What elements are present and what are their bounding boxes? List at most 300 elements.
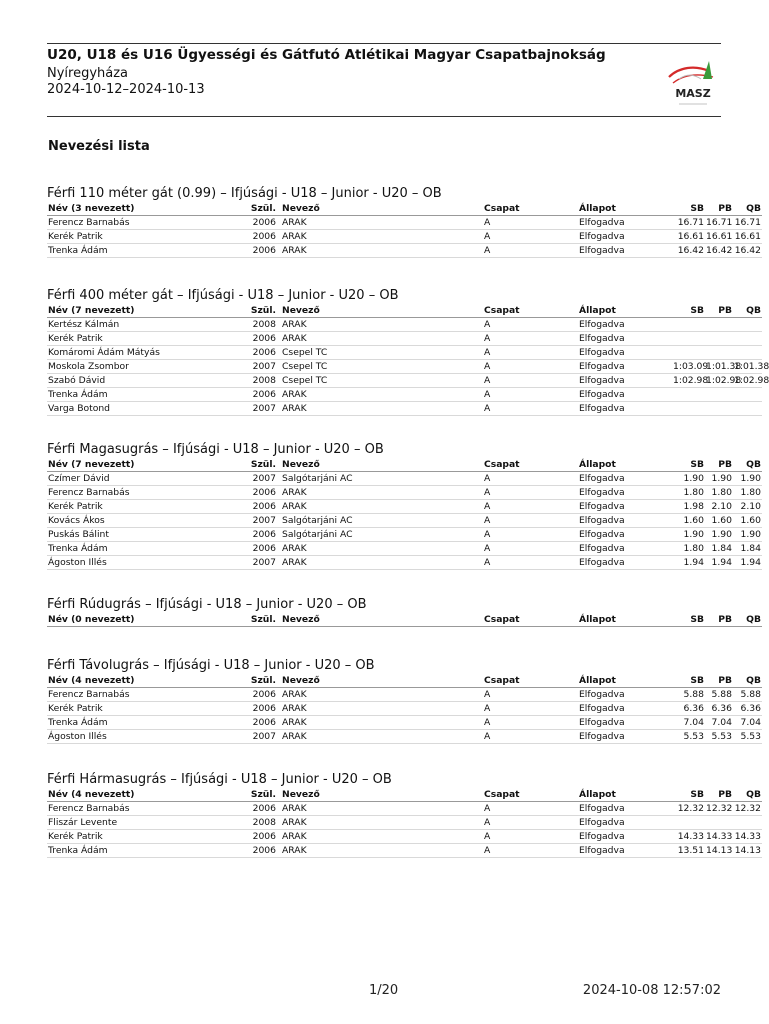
cell-nevezo: Csepel TC (281, 374, 483, 388)
cell-pb: 16.71 (706, 217, 733, 228)
column-header-name: Név (0 nevezett) (47, 614, 247, 627)
table-row (47, 346, 762, 360)
column-header-name: Név (7 nevezett) (47, 305, 247, 318)
cell-name: Ferencz Barnabás (47, 216, 247, 230)
cell-allapot: Elfogadva (578, 688, 672, 702)
cell-sb (672, 346, 705, 360)
cell-sb: 1.80 (672, 486, 705, 500)
cell-allapot: Elfogadva (578, 374, 672, 388)
cell-pb (705, 346, 733, 360)
column-header-qb: QB (733, 789, 762, 802)
cell-name: Puskás Bálint (47, 528, 247, 542)
table-row (47, 844, 762, 858)
table-row (47, 688, 762, 702)
entries-table (47, 675, 762, 744)
cell-allapot: Elfogadva (578, 716, 672, 730)
cell-nevezo: ARAK (281, 216, 483, 230)
document-header (47, 43, 721, 117)
cell-csapat: A (483, 244, 578, 258)
cell-sb (672, 332, 705, 346)
column-header-nevezo: Nevező (281, 789, 483, 802)
column-header-csapat: Csapat (483, 789, 578, 802)
cell-qb: 16.71 (734, 217, 761, 228)
cell-csapat: A (483, 528, 578, 542)
cell-szul: 2006 (247, 346, 281, 360)
column-header-csapat: Csapat (483, 459, 578, 472)
cell-csapat: A (483, 346, 578, 360)
cell-allapot: Elfogadva (578, 730, 672, 744)
cell-pb: 1.80 (705, 486, 733, 500)
column-header-pb: PB (705, 789, 733, 802)
cell-nevezo: ARAK (281, 702, 483, 716)
cell-name: Kerék Patrik (47, 332, 247, 346)
cell-sb: 1.98 (672, 500, 705, 514)
event-city: Nyíregyháza (47, 66, 129, 81)
entries-table (47, 203, 762, 258)
cell-nevezo: Csepel TC (281, 360, 483, 374)
cell-pb: 7.04 (705, 716, 733, 730)
column-header-pb: PB (705, 203, 733, 216)
cell-szul: 2007 (247, 472, 281, 486)
column-header-sb: SB (672, 459, 705, 472)
cell-nevezo: Salgótarjáni AC (281, 528, 483, 542)
column-header-csapat: Csapat (483, 675, 578, 688)
cell-allapot: Elfogadva (578, 514, 672, 528)
table-header-row (47, 203, 762, 216)
table-row (47, 318, 762, 332)
table-row (47, 244, 762, 258)
cell-szul: 2006 (247, 830, 281, 844)
cell-csapat: A (483, 542, 578, 556)
cell-szul: 2008 (247, 816, 281, 830)
cell-csapat: A (483, 514, 578, 528)
cell-sb: 12.32 (672, 802, 705, 816)
cell-szul: 2006 (247, 844, 281, 858)
cell-szul: 2007 (247, 730, 281, 744)
cell-qb: 7.04 (733, 716, 762, 730)
event-title-heading: Férfi Hármasugrás – Ifjúsági - U18 – Junior - U20 – OB (47, 772, 392, 787)
cell-pb: 1.90 (705, 472, 733, 486)
column-header-allapot: Állapot (578, 789, 672, 802)
cell-pb: 16.61 (706, 231, 733, 242)
column-header-szul: Szül. (247, 789, 281, 802)
column-header-szul: Szül. (247, 459, 281, 472)
cell-allapot: Elfogadva (578, 528, 672, 542)
column-header-sb: SB (672, 203, 705, 216)
page-number: 1/20 (369, 983, 399, 998)
column-header-sb: SB (672, 789, 705, 802)
cell-qb: 5.53 (733, 730, 762, 744)
cell-szul: 2007 (247, 360, 281, 374)
cell-sb: 1.60 (672, 514, 705, 528)
cell-szul: 2007 (247, 556, 281, 570)
cell-nevezo: Csepel TC (281, 346, 483, 360)
cell-sb: 16.61 (672, 230, 705, 244)
cell-csapat: A (483, 472, 578, 486)
cell-pb: 1.90 (705, 528, 733, 542)
cell-csapat: A (483, 402, 578, 416)
print-timestamp: 2024-10-08 12:57:02 (582, 983, 721, 998)
cell-csapat: A (483, 374, 578, 388)
cell-qb: 12.32 (734, 803, 761, 814)
cell-sb: 5.53 (672, 730, 705, 744)
cell-qb: 1.84 (733, 542, 762, 556)
cell-csapat: A (483, 702, 578, 716)
cell-pb: 12.32 (706, 803, 733, 814)
cell-szul: 2006 (247, 230, 281, 244)
column-header-qb: QB (733, 614, 762, 627)
cell-sb: 16.71 (672, 216, 705, 230)
table-row (47, 402, 762, 416)
cell-csapat: A (483, 802, 578, 816)
cell-csapat: A (483, 500, 578, 514)
cell-pb: 5.53 (705, 730, 733, 744)
event-title-heading: Férfi Magasugrás – Ifjúsági - U18 – Junior - U20 – OB (47, 442, 384, 457)
cell-nevezo: ARAK (281, 802, 483, 816)
table-row (47, 500, 762, 514)
cell-sb (672, 388, 705, 402)
cell-allapot: Elfogadva (578, 702, 672, 716)
cell-qb: 1.94 (733, 556, 762, 570)
cell-allapot: Elfogadva (578, 388, 672, 402)
cell-qb: 16.42 (734, 245, 761, 256)
table-row (47, 802, 762, 816)
cell-nevezo: Salgótarjáni AC (281, 472, 483, 486)
cell-nevezo: ARAK (281, 730, 483, 744)
cell-nevezo: ARAK (281, 542, 483, 556)
cell-allapot: Elfogadva (578, 244, 672, 258)
cell-csapat: A (483, 216, 578, 230)
cell-pb: 16.42 (706, 245, 733, 256)
cell-qb: 14.33 (734, 831, 761, 842)
cell-qb: 5.88 (733, 688, 762, 702)
masz-logo (665, 53, 721, 113)
column-header-allapot: Állapot (578, 305, 672, 318)
cell-sb (672, 816, 705, 830)
cell-szul: 2006 (247, 716, 281, 730)
cell-name: Ferencz Barnabás (47, 486, 247, 500)
cell-name: Czímer Dávid (47, 472, 247, 486)
cell-pb (705, 388, 733, 402)
cell-sb: 7.04 (672, 716, 705, 730)
cell-allapot: Elfogadva (578, 556, 672, 570)
table-row (47, 360, 762, 374)
column-header-szul: Szül. (247, 203, 281, 216)
column-header-qb: QB (733, 459, 762, 472)
table-row (47, 816, 762, 830)
cell-csapat: A (483, 716, 578, 730)
column-header-allapot: Állapot (578, 459, 672, 472)
cell-qb: 16.61 (734, 231, 761, 242)
cell-pb: 1:02.98 (706, 375, 742, 386)
cell-name: Trenka Ádám (47, 542, 247, 556)
cell-csapat: A (483, 486, 578, 500)
cell-szul: 2007 (247, 402, 281, 416)
cell-allapot: Elfogadva (578, 230, 672, 244)
cell-nevezo: ARAK (281, 830, 483, 844)
column-header-nevezo: Nevező (281, 675, 483, 688)
cell-csapat: A (483, 730, 578, 744)
cell-nevezo: ARAK (281, 716, 483, 730)
event-section (47, 185, 761, 258)
cell-name: Trenka Ádám (47, 716, 247, 730)
column-header-name: Név (7 nevezett) (47, 459, 247, 472)
column-header-csapat: Csapat (483, 614, 578, 627)
cell-pb: 14.33 (706, 831, 733, 842)
cell-allapot: Elfogadva (578, 360, 672, 374)
table-row (47, 514, 762, 528)
cell-qb (733, 816, 762, 830)
cell-csapat: A (483, 816, 578, 830)
cell-qb: 14.13 (734, 845, 761, 856)
list-title: Nevezési lista (48, 139, 150, 154)
cell-pb (705, 402, 733, 416)
event-section (47, 441, 761, 570)
cell-szul: 2006 (247, 388, 281, 402)
cell-pb: 5.88 (705, 688, 733, 702)
table-header-row (47, 675, 762, 688)
cell-szul: 2006 (247, 688, 281, 702)
event-title-heading: Férfi Távolugrás – Ifjúsági - U18 – Junior - U20 – OB (47, 658, 375, 673)
cell-nevezo: ARAK (281, 318, 483, 332)
cell-pb (705, 332, 733, 346)
table-header-row (47, 614, 762, 627)
cell-name: Moskola Zsombor (47, 360, 247, 374)
table-header-row (47, 789, 762, 802)
cell-allapot: Elfogadva (578, 802, 672, 816)
column-header-nevezo: Nevező (281, 305, 483, 318)
cell-sb: 6.36 (672, 702, 705, 716)
cell-pb: 1:01.38 (706, 361, 742, 372)
column-header-sb: SB (672, 675, 705, 688)
cell-qb: 6.36 (733, 702, 762, 716)
cell-sb: 1.94 (672, 556, 705, 570)
cell-sb: 5.88 (672, 688, 705, 702)
column-header-qb: QB (733, 203, 762, 216)
cell-szul: 2006 (247, 216, 281, 230)
column-header-csapat: Csapat (483, 305, 578, 318)
cell-allapot: Elfogadva (578, 472, 672, 486)
table-row (47, 716, 762, 730)
cell-name: Kertész Kálmán (47, 318, 247, 332)
cell-nevezo: ARAK (281, 388, 483, 402)
cell-csapat: A (483, 318, 578, 332)
event-section (47, 596, 761, 627)
column-header-nevezo: Nevező (281, 614, 483, 627)
cell-allapot: Elfogadva (578, 542, 672, 556)
cell-csapat: A (483, 332, 578, 346)
column-header-sb: SB (672, 305, 705, 318)
cell-allapot: Elfogadva (578, 402, 672, 416)
cell-name: Kerék Patrik (47, 830, 247, 844)
column-header-allapot: Állapot (578, 614, 672, 627)
cell-nevezo: ARAK (281, 230, 483, 244)
table-row (47, 830, 762, 844)
column-header-csapat: Csapat (483, 203, 578, 216)
event-title-heading: Férfi Rúdugrás – Ifjúsági - U18 – Junior - U20 – OB (47, 597, 367, 612)
cell-qb: 1.90 (733, 472, 762, 486)
cell-name: Komáromi Ádám Mátyás (47, 346, 247, 360)
table-header-row (47, 305, 762, 318)
column-header-szul: Szül. (247, 614, 281, 627)
column-header-nevezo: Nevező (281, 203, 483, 216)
cell-qb: 1.60 (733, 514, 762, 528)
table-header-row (47, 459, 762, 472)
column-header-qb: QB (733, 675, 762, 688)
cell-qb: 1.80 (733, 486, 762, 500)
cell-pb: 6.36 (705, 702, 733, 716)
cell-qb (733, 402, 762, 416)
cell-qb (733, 332, 762, 346)
cell-csapat: A (483, 844, 578, 858)
cell-csapat: A (483, 830, 578, 844)
event-dates: 2024-10-12–2024-10-13 (47, 82, 205, 97)
cell-name: Trenka Ádám (47, 388, 247, 402)
cell-pb: 14.13 (706, 845, 733, 856)
cell-qb (733, 388, 762, 402)
cell-sb: 14.33 (672, 830, 705, 844)
cell-allapot: Elfogadva (578, 830, 672, 844)
cell-pb: 1.94 (705, 556, 733, 570)
cell-name: Trenka Ádám (47, 844, 247, 858)
cell-nevezo: ARAK (281, 688, 483, 702)
cell-name: Ferencz Barnabás (47, 802, 247, 816)
cell-szul: 2006 (247, 702, 281, 716)
cell-qb: 1.90 (733, 528, 762, 542)
cell-szul: 2006 (247, 802, 281, 816)
table-row (47, 374, 762, 388)
table-row (47, 388, 762, 402)
column-header-allapot: Állapot (578, 675, 672, 688)
cell-qb: 1:01.38 (734, 361, 769, 372)
column-header-pb: PB (705, 614, 733, 627)
event-title-heading: Férfi 400 méter gát – Ifjúsági - U18 – Junior - U20 – OB (47, 288, 399, 303)
event-section (47, 771, 761, 858)
cell-csapat: A (483, 388, 578, 402)
cell-nevezo: ARAK (281, 556, 483, 570)
cell-qb: 1:02.98 (734, 375, 769, 386)
cell-pb: 2.10 (705, 500, 733, 514)
column-header-pb: PB (705, 459, 733, 472)
table-row (47, 486, 762, 500)
column-header-name: Név (4 nevezett) (47, 675, 247, 688)
cell-allapot: Elfogadva (578, 318, 672, 332)
cell-nevezo: ARAK (281, 844, 483, 858)
cell-sb: 13.51 (672, 844, 705, 858)
column-header-szul: Szül. (247, 305, 281, 318)
cell-qb (733, 318, 762, 332)
column-header-nevezo: Nevező (281, 459, 483, 472)
table-row (47, 730, 762, 744)
entries-table (47, 305, 769, 416)
table-row (47, 472, 762, 486)
cell-szul: 2006 (247, 244, 281, 258)
cell-name: Kerék Patrik (47, 702, 247, 716)
cell-szul: 2006 (247, 486, 281, 500)
cell-allapot: Elfogadva (578, 844, 672, 858)
table-row (47, 230, 762, 244)
cell-name: Fliszár Levente (47, 816, 247, 830)
entries-table (47, 614, 762, 627)
cell-sb (672, 318, 705, 332)
entries-table (47, 459, 762, 570)
table-row (47, 702, 762, 716)
cell-sb: 1.90 (672, 472, 705, 486)
cell-pb (705, 816, 733, 830)
cell-allapot: Elfogadva (578, 500, 672, 514)
table-row (47, 556, 762, 570)
cell-name: Ágoston Illés (47, 556, 247, 570)
cell-csapat: A (483, 230, 578, 244)
cell-name: Varga Botond (47, 402, 247, 416)
cell-nevezo: ARAK (281, 500, 483, 514)
table-row (47, 528, 762, 542)
column-header-szul: Szül. (247, 675, 281, 688)
cell-sb: 1.80 (672, 542, 705, 556)
cell-pb (705, 318, 733, 332)
cell-name: Kerék Patrik (47, 500, 247, 514)
column-header-allapot: Állapot (578, 203, 672, 216)
cell-sb: 16.42 (672, 244, 705, 258)
column-header-name: Név (3 nevezett) (47, 203, 247, 216)
cell-sb: 1:03.09 (673, 361, 709, 372)
cell-allapot: Elfogadva (578, 332, 672, 346)
cell-szul: 2008 (247, 374, 281, 388)
cell-allapot: Elfogadva (578, 816, 672, 830)
cell-szul: 2006 (247, 500, 281, 514)
cell-name: Trenka Ádám (47, 244, 247, 258)
cell-name: Szabó Dávid (47, 374, 247, 388)
cell-sb: 1.90 (672, 528, 705, 542)
cell-name: Kovács Ákos (47, 514, 247, 528)
cell-allapot: Elfogadva (578, 346, 672, 360)
event-section (47, 287, 769, 416)
table-row (47, 332, 762, 346)
cell-allapot: Elfogadva (578, 486, 672, 500)
cell-csapat: A (483, 556, 578, 570)
cell-nevezo: ARAK (281, 244, 483, 258)
cell-szul: 2006 (247, 528, 281, 542)
cell-name: Ferencz Barnabás (47, 688, 247, 702)
cell-nevezo: ARAK (281, 402, 483, 416)
cell-csapat: A (483, 360, 578, 374)
entries-table (47, 789, 762, 858)
cell-qb (733, 346, 762, 360)
cell-pb: 1.84 (705, 542, 733, 556)
event-section (47, 657, 761, 744)
table-row (47, 542, 762, 556)
logo-text: MASZ (675, 87, 711, 100)
cell-nevezo: ARAK (281, 332, 483, 346)
cell-name: Kerék Patrik (47, 230, 247, 244)
cell-sb: 1:02.98 (673, 375, 709, 386)
cell-nevezo: ARAK (281, 486, 483, 500)
cell-szul: 2008 (247, 318, 281, 332)
column-header-name: Név (4 nevezett) (47, 789, 247, 802)
cell-nevezo: Salgótarjáni AC (281, 514, 483, 528)
cell-qb: 2.10 (733, 500, 762, 514)
cell-szul: 2007 (247, 514, 281, 528)
column-header-sb: SB (672, 614, 705, 627)
cell-allapot: Elfogadva (578, 216, 672, 230)
event-title: U20, U18 és U16 Ügyességi és Gátfutó Atlétikai Magyar Csapatbajnokság (47, 47, 606, 63)
cell-szul: 2006 (247, 542, 281, 556)
table-row (47, 216, 762, 230)
column-header-pb: PB (705, 675, 733, 688)
column-header-qb: QB (733, 305, 762, 318)
cell-csapat: A (483, 688, 578, 702)
column-header-pb: PB (705, 305, 733, 318)
